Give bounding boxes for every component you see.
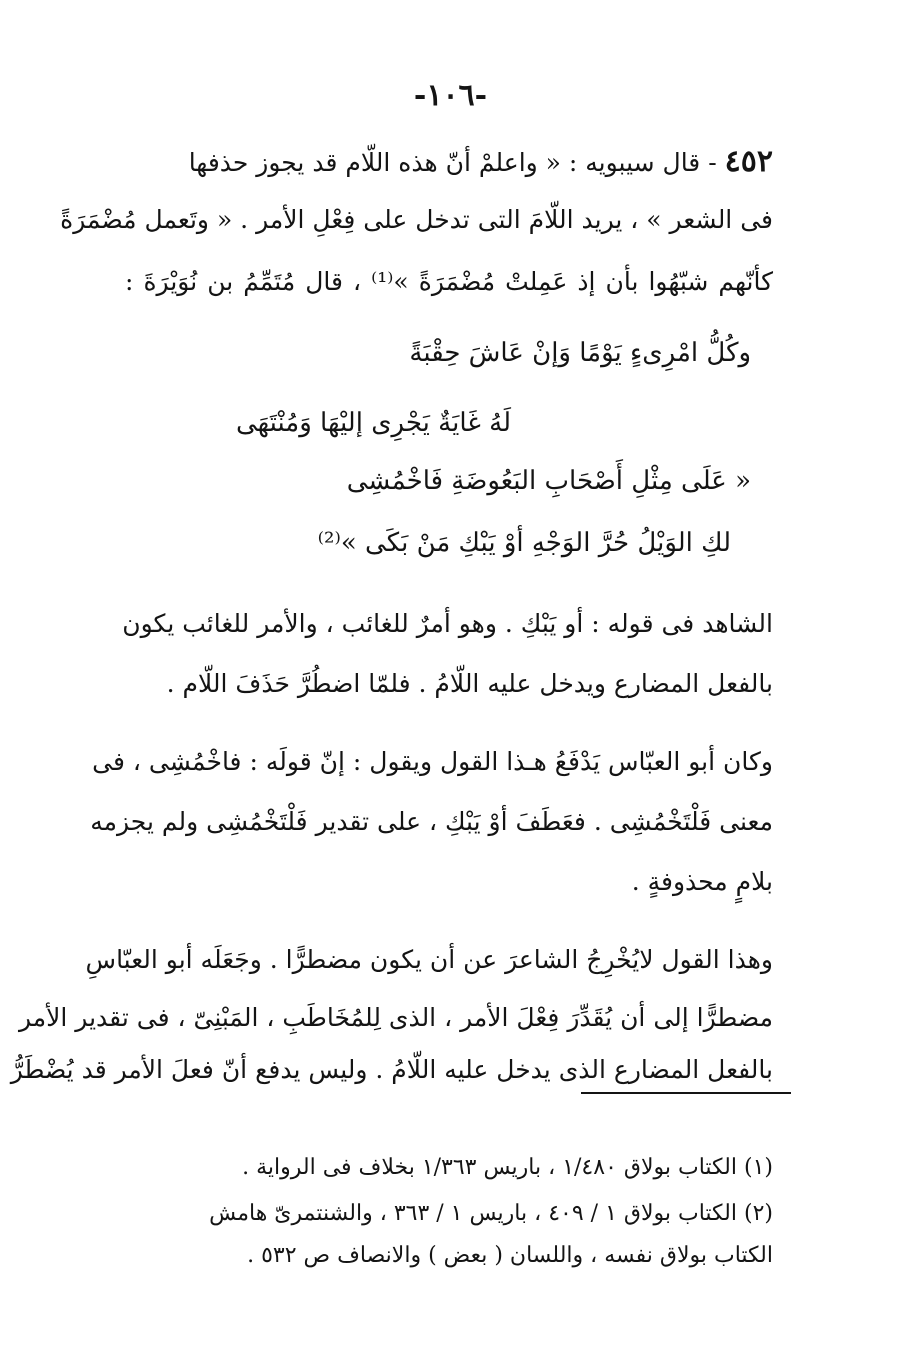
- abbas-line-3: بلامٍ محذوفةٍ .: [631, 867, 773, 896]
- footnote-2-line-1: (٢) الكتاب بولاق ١ / ٤٠٩ ، باريس ١ / ٣٦٣ ، والشنتمرىّ هامش: [209, 1201, 773, 1226]
- abbas-line-1: وكان أبو العبّاس يَدْفَعُ هـذا القول ويقول : إنّ قولَه : فاخْمُشِى ، فى: [92, 747, 773, 776]
- final-line-3: بالفعل المضارع الذى يدخل عليه اللّامُ . وليس يدفع أنّ فعلَ الأمر قد يُضْطَرُّ: [10, 1055, 773, 1084]
- paragraph-452-line-2: فى الشعر » ، يريد اللّامَ التى تدخل على فِعْلِ الأمر . « وتَعمل مُضْمَرَةً: [60, 205, 773, 234]
- footnote-divider: [581, 1092, 791, 1094]
- verse-line-1: وكُلُّ امْرِىءٍ يَوْمًا وَإنْ عَاشَ حِقْبَةً: [409, 338, 751, 368]
- paragraph-452-line-1: [125, 142, 773, 183]
- verse-line-4: لكِ الوَيْلُ حُرَّ الوَجْهِ أوْ يَبْكِ مَنْ بَكَى »⁽²⁾: [317, 528, 731, 558]
- final-line-1: وهذا القول لايُخْرِجُ الشاعرَ عن أن يكون مضطرًّا . وجَعَلَه أبو العبّاسِ: [85, 945, 773, 974]
- paragraph-452-line-3: كأنّهم شبّهُوا بأن إذ عَمِلتْ مُضْمَرَةً »⁽¹⁾ ، قال مُتَمِّمُ بن نُوَيْرَةَ :: [125, 267, 773, 296]
- footnote-2-line-2: الكتاب بولاق نفسه ، واللسان ( بعض ) والانصاف ص ٥٣٢ .: [247, 1243, 773, 1268]
- witness-line-1: الشاهد فى قوله : أو يَبْكِ . وهو أمرٌ للغائب ، والأمر للغائب يكون: [122, 609, 773, 638]
- paragraph-number: ٤٥٢: [724, 144, 773, 179]
- page-number: -١٠٦-: [413, 78, 488, 113]
- footnote-1: (١) الكتاب بولاق ١/٤٨٠ ، باريس ١/٣٦٣ بخلاف فى الرواية .: [242, 1155, 773, 1180]
- verse-line-3: « عَلَى مِثْلِ أَصْحَابِ البَعُوضَةِ فَاخْمُشِى: [346, 466, 751, 496]
- abbas-line-2: معنى فَلْتَخْمُشِى . فعَطَفَ أوْ يَبْكِ ، على تقدير فَلْتَخْمُشِى ولم يجزمه: [90, 807, 773, 836]
- paragraph-text: - قال سيبويه : « واعلمْ أنّ هذه اللّام قد يجوز حذفها: [188, 148, 717, 177]
- final-line-2: مضطرًّا إلى أن يُقَدِّرَ فِعْلَ الأمر ، الذى لِلمُخَاطَبِ ، المَبْنِىّ ، فى تقدير الأمر: [18, 1003, 773, 1032]
- verse-line-2: لَهُ غَايَةٌ يَجْرِى إليْهَا وَمُنْتَهَى: [235, 408, 511, 438]
- witness-line-2: بالفعل المضارع ويدخل عليه اللّامُ . فلمّا اضطُرَّ حَذَفَ اللّام .: [166, 669, 773, 698]
